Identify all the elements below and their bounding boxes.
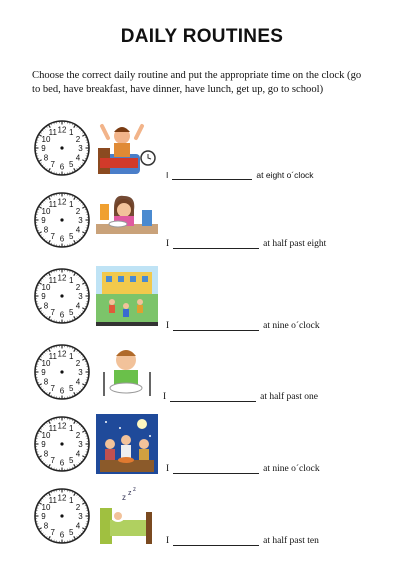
school-children-image xyxy=(96,266,158,326)
girl-breakfast-image xyxy=(96,190,158,250)
svg-text:z: z xyxy=(122,493,126,502)
clock-number: 4 xyxy=(75,377,81,387)
time-text: at half past eight xyxy=(263,239,327,249)
clock-number: 10 xyxy=(41,430,51,440)
clock-number: 10 xyxy=(41,282,51,292)
clock-number: 5 xyxy=(69,160,74,170)
blank-line[interactable] xyxy=(173,536,259,546)
clock-number: 9 xyxy=(41,440,46,449)
clock-number: 6 xyxy=(59,386,65,396)
answer-line-6 xyxy=(166,536,319,546)
time-text: at nine o´clock xyxy=(263,464,320,474)
clock-number: 10 xyxy=(41,134,51,144)
clock-number: 8 xyxy=(43,301,49,311)
clock-number: 7 xyxy=(50,232,55,242)
clock-number: 12 xyxy=(57,349,67,359)
blank-line[interactable] xyxy=(170,392,256,402)
clock-face-icon[interactable] xyxy=(32,266,92,326)
clock-number: 12 xyxy=(57,273,67,283)
clock-number: 3 xyxy=(78,368,83,377)
answer-line-3 xyxy=(166,321,320,331)
time-text: at half past one xyxy=(260,392,318,402)
clock-number: 12 xyxy=(57,125,67,135)
clock-face-icon[interactable] xyxy=(32,414,92,474)
clock-number: 7 xyxy=(50,308,55,318)
clock-number: 5 xyxy=(69,528,74,538)
clock-number: 7 xyxy=(50,528,55,538)
clock-face-icon[interactable] xyxy=(32,118,92,178)
boy-waking-up-image xyxy=(96,118,158,178)
pronoun: I xyxy=(163,392,167,402)
clock-face-icon[interactable] xyxy=(32,190,92,250)
clock-number: 4 xyxy=(75,225,81,235)
routine-row-4 xyxy=(0,342,404,406)
time-text: at eight o´clock xyxy=(256,170,314,180)
clock-number: 8 xyxy=(43,521,49,531)
routine-row-2 xyxy=(0,190,404,254)
clock-number: 6 xyxy=(59,234,65,244)
worksheet-title: DAILY ROUTINES xyxy=(120,26,284,47)
routine-row-6 xyxy=(0,486,404,550)
boy-lunch-image xyxy=(96,342,158,402)
clock-number: 11 xyxy=(48,351,57,361)
clock-number: 5 xyxy=(69,232,74,242)
clock-number: 4 xyxy=(75,301,81,311)
clock-number: 11 xyxy=(48,199,57,209)
clock-center-dot xyxy=(60,146,63,149)
clock-number: 8 xyxy=(43,225,49,235)
clock-number: 3 xyxy=(78,144,83,153)
clock-center-dot xyxy=(60,370,63,373)
answer-line-1 xyxy=(166,170,314,180)
routine-row-1 xyxy=(0,118,404,182)
clock-center-dot xyxy=(60,294,63,297)
routine-row-5 xyxy=(0,414,404,478)
blank-line[interactable] xyxy=(172,170,252,180)
clock-number: 5 xyxy=(69,456,74,466)
clock-number: 9 xyxy=(41,368,46,377)
pronoun: I xyxy=(166,464,170,474)
clock-number: 11 xyxy=(48,127,57,137)
clock-number: 10 xyxy=(41,502,51,512)
clock-number: 4 xyxy=(75,449,81,459)
clock-number: 2 xyxy=(75,358,81,368)
instructions-text: Choose the correct daily routine and put the appropriate time on the clock (go to bed, have breakfast, have dinner, have lunch, get up, go to school) xyxy=(32,70,362,95)
clock-center-dot xyxy=(60,514,63,517)
clock-number: 2 xyxy=(75,206,81,216)
clock-number: 3 xyxy=(78,292,83,301)
clock-number: 4 xyxy=(75,153,81,163)
clock-number: 2 xyxy=(75,430,81,440)
clock-number: 1 xyxy=(69,423,74,433)
routine-row-3 xyxy=(0,266,404,330)
svg-text:z: z xyxy=(128,490,132,497)
clock-number: 11 xyxy=(48,275,57,285)
clock-number: 8 xyxy=(43,449,49,459)
clock-number: 12 xyxy=(57,421,67,431)
clock-number: 1 xyxy=(69,199,74,209)
clock-number: 10 xyxy=(41,358,51,368)
clock-number: 2 xyxy=(75,134,81,144)
clock-number: 1 xyxy=(69,275,74,285)
clock-number: 7 xyxy=(50,384,55,394)
clock-number: 3 xyxy=(78,512,83,521)
clock-number: 1 xyxy=(69,351,74,361)
clock-number: 7 xyxy=(50,456,55,466)
clock-number: 11 xyxy=(48,495,57,505)
blank-line[interactable] xyxy=(173,464,259,474)
clock-number: 6 xyxy=(59,458,65,468)
clock-number: 3 xyxy=(78,440,83,449)
clock-number: 4 xyxy=(75,521,81,531)
clock-number: 11 xyxy=(48,423,57,433)
clock-number: 3 xyxy=(78,216,83,225)
answer-line-4 xyxy=(163,392,318,402)
answer-line-2 xyxy=(166,239,326,249)
clock-number: 9 xyxy=(41,292,46,301)
blank-line[interactable] xyxy=(173,321,259,331)
clock-number: 5 xyxy=(69,308,74,318)
clock-number: 9 xyxy=(41,216,46,225)
clock-number: 8 xyxy=(43,153,49,163)
clock-number: 1 xyxy=(69,127,74,137)
clock-center-dot xyxy=(60,442,63,445)
clock-face-icon[interactable] xyxy=(32,486,92,546)
clock-face-icon[interactable] xyxy=(32,342,92,402)
pronoun: I xyxy=(166,170,169,180)
time-text: at nine o´clock xyxy=(263,321,320,331)
svg-text:z: z xyxy=(133,487,136,493)
clock-number: 10 xyxy=(41,206,51,216)
clock-number: 6 xyxy=(59,530,65,540)
clock-number: 9 xyxy=(41,512,46,521)
clock-number: 2 xyxy=(75,502,81,512)
clock-number: 1 xyxy=(69,495,74,505)
pronoun: I xyxy=(166,536,170,546)
blank-line[interactable] xyxy=(173,239,259,249)
clock-number: 8 xyxy=(43,377,49,387)
clock-number: 6 xyxy=(59,162,65,172)
clock-number: 6 xyxy=(59,310,65,320)
child-sleeping-image xyxy=(96,486,158,546)
clock-number: 5 xyxy=(69,384,74,394)
clock-number: 7 xyxy=(50,160,55,170)
clock-number: 2 xyxy=(75,282,81,292)
clock-number: 12 xyxy=(57,197,67,207)
answer-line-5 xyxy=(166,464,320,474)
clock-number: 9 xyxy=(41,144,46,153)
pronoun: I xyxy=(166,239,170,249)
clock-center-dot xyxy=(60,218,63,221)
pronoun: I xyxy=(166,321,170,331)
time-text: at half past ten xyxy=(263,536,319,546)
clock-number: 12 xyxy=(57,493,67,503)
family-dinner-night-image xyxy=(96,414,158,474)
